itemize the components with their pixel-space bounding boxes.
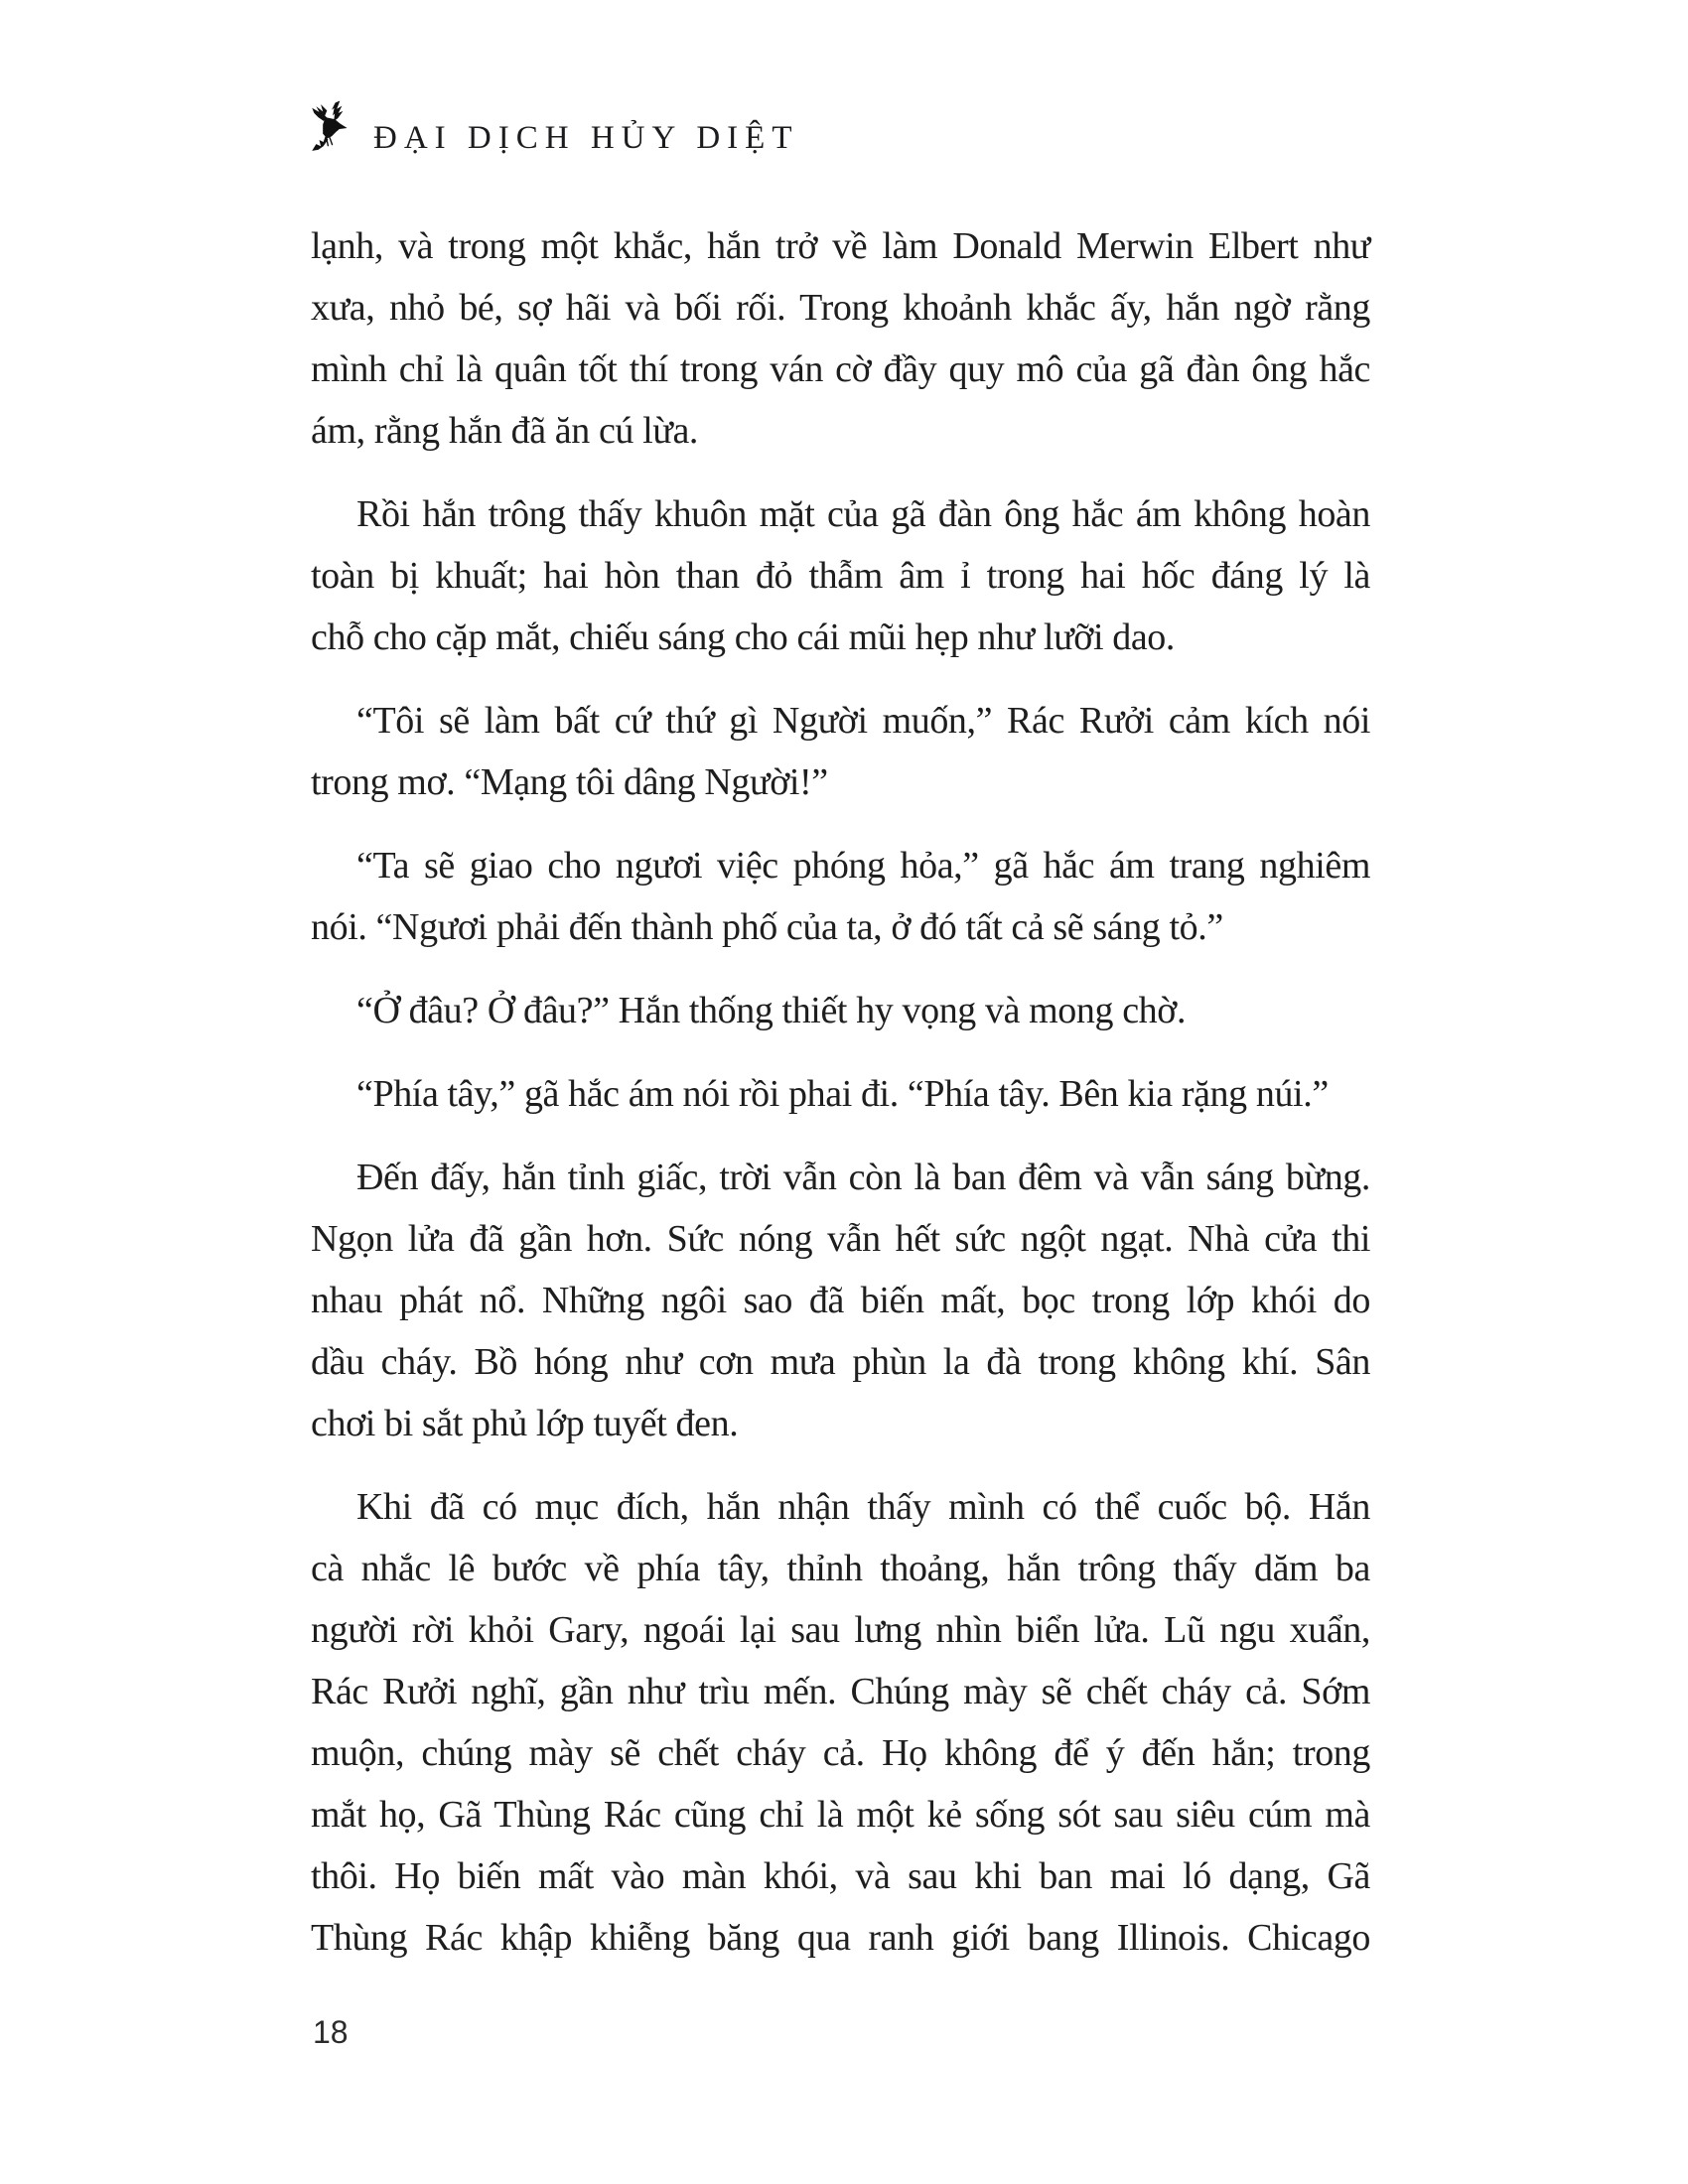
paragraph — [311, 1063, 1370, 1125]
paragraph — [311, 1476, 1370, 1969]
paragraph — [311, 980, 1370, 1041]
body-text — [311, 215, 1370, 1969]
paragraph — [311, 215, 1370, 462]
text-line: nói. “Ngươi phải đến thành phố của ta, ở đó tất cả sẽ sáng tỏ.” — [311, 906, 1223, 948]
text-line: Đến đấy, hắn tỉnh giấc, trời vẫn còn là ban đêm và vẫn sáng bừng. — [356, 1157, 1370, 1198]
text-line: nhau phát nổ. Những ngôi sao đã biến mất, bọc trong lớp khói do — [311, 1280, 1370, 1321]
text-line: xưa, nhỏ bé, sợ hãi và bối rối. Trong khoảnh khắc ấy, hắn ngờ rằng — [311, 287, 1370, 329]
crow-icon — [306, 99, 357, 157]
text-line: Ngọn lửa đã gần hơn. Sức nóng vẫn hết sức ngột ngạt. Nhà cửa thi — [311, 1218, 1370, 1260]
text-line: cà nhắc lê bước về phía tây, thỉnh thoảng, hắn trông thấy dăm ba — [311, 1548, 1370, 1589]
text-line: trong mơ. “Mạng tôi dâng Người!” — [311, 761, 828, 803]
paragraph — [311, 690, 1370, 813]
text-line: muộn, chúng mày sẽ chết cháy cả. Họ không để ý đến hắn; trong — [311, 1732, 1370, 1774]
paragraph — [311, 835, 1370, 958]
text-line: chỗ cho cặp mắt, chiếu sáng cho cái mũi hẹp như lưỡi dao. — [311, 616, 1175, 658]
page-header — [306, 97, 798, 157]
text-line: dầu cháy. Bồ hóng như cơn mưa phùn la đà trong không khí. Sân — [311, 1341, 1370, 1383]
text-line: thôi. Họ biến mất vào màn khói, và sau khi ban mai ló dạng, Gã — [311, 1855, 1370, 1897]
text-line: toàn bị khuất; hai hòn than đỏ thẫm âm ỉ trong hai hốc đáng lý là — [311, 555, 1370, 597]
text-line: “Ta sẽ giao cho ngươi việc phóng hỏa,” gã hắc ám trang nghiêm — [356, 845, 1370, 887]
text-line: người rời khỏi Gary, ngoái lại sau lưng nhìn biển lửa. Lũ ngu xuẩn, — [311, 1609, 1370, 1651]
text-line: ám, rằng hắn đã ăn cú lừa. — [311, 410, 699, 452]
page-number: 18 — [313, 2014, 349, 2050]
text-line: lạnh, và trong một khắc, hắn trở về làm Donald Merwin Elbert như — [311, 225, 1370, 267]
text-line: Thùng Rác khập khiễng băng qua ranh giới bang Illinois. Chicago — [311, 1917, 1370, 1959]
paragraph — [311, 1147, 1370, 1454]
text-line: Khi đã có mục đích, hắn nhận thấy mình có thể cuốc bộ. Hắn — [356, 1486, 1370, 1528]
text-line: “Ở đâu? Ở đâu?” Hắn thống thiết hy vọng và mong chờ. — [356, 990, 1187, 1031]
text-line: mắt họ, Gã Thùng Rác cũng chỉ là một kẻ sống sót sau siêu cúm mà — [311, 1794, 1370, 1836]
text-line: “Tôi sẽ làm bất cứ thứ gì Người muốn,” Rác Rưởi cảm kích nói — [356, 700, 1370, 742]
book-title: ĐẠI DỊCH HỦY DIỆT — [373, 120, 799, 156]
text-line: mình chỉ là quân tốt thí trong ván cờ đầy quy mô của gã đàn ông hắc — [311, 348, 1370, 390]
paragraph — [311, 483, 1370, 668]
text-line: Rồi hắn trông thấy khuôn mặt của gã đàn ông hắc ám không hoàn — [356, 493, 1370, 535]
text-line: “Phía tây,” gã hắc ám nói rồi phai đi. “Phía tây. Bên kia rặng núi.” — [356, 1073, 1329, 1115]
text-line: Rác Rưởi nghĩ, gần như trìu mến. Chúng mày sẽ chết cháy cả. Sớm — [311, 1671, 1370, 1712]
text-line: chơi bi sắt phủ lớp tuyết đen. — [311, 1403, 739, 1444]
